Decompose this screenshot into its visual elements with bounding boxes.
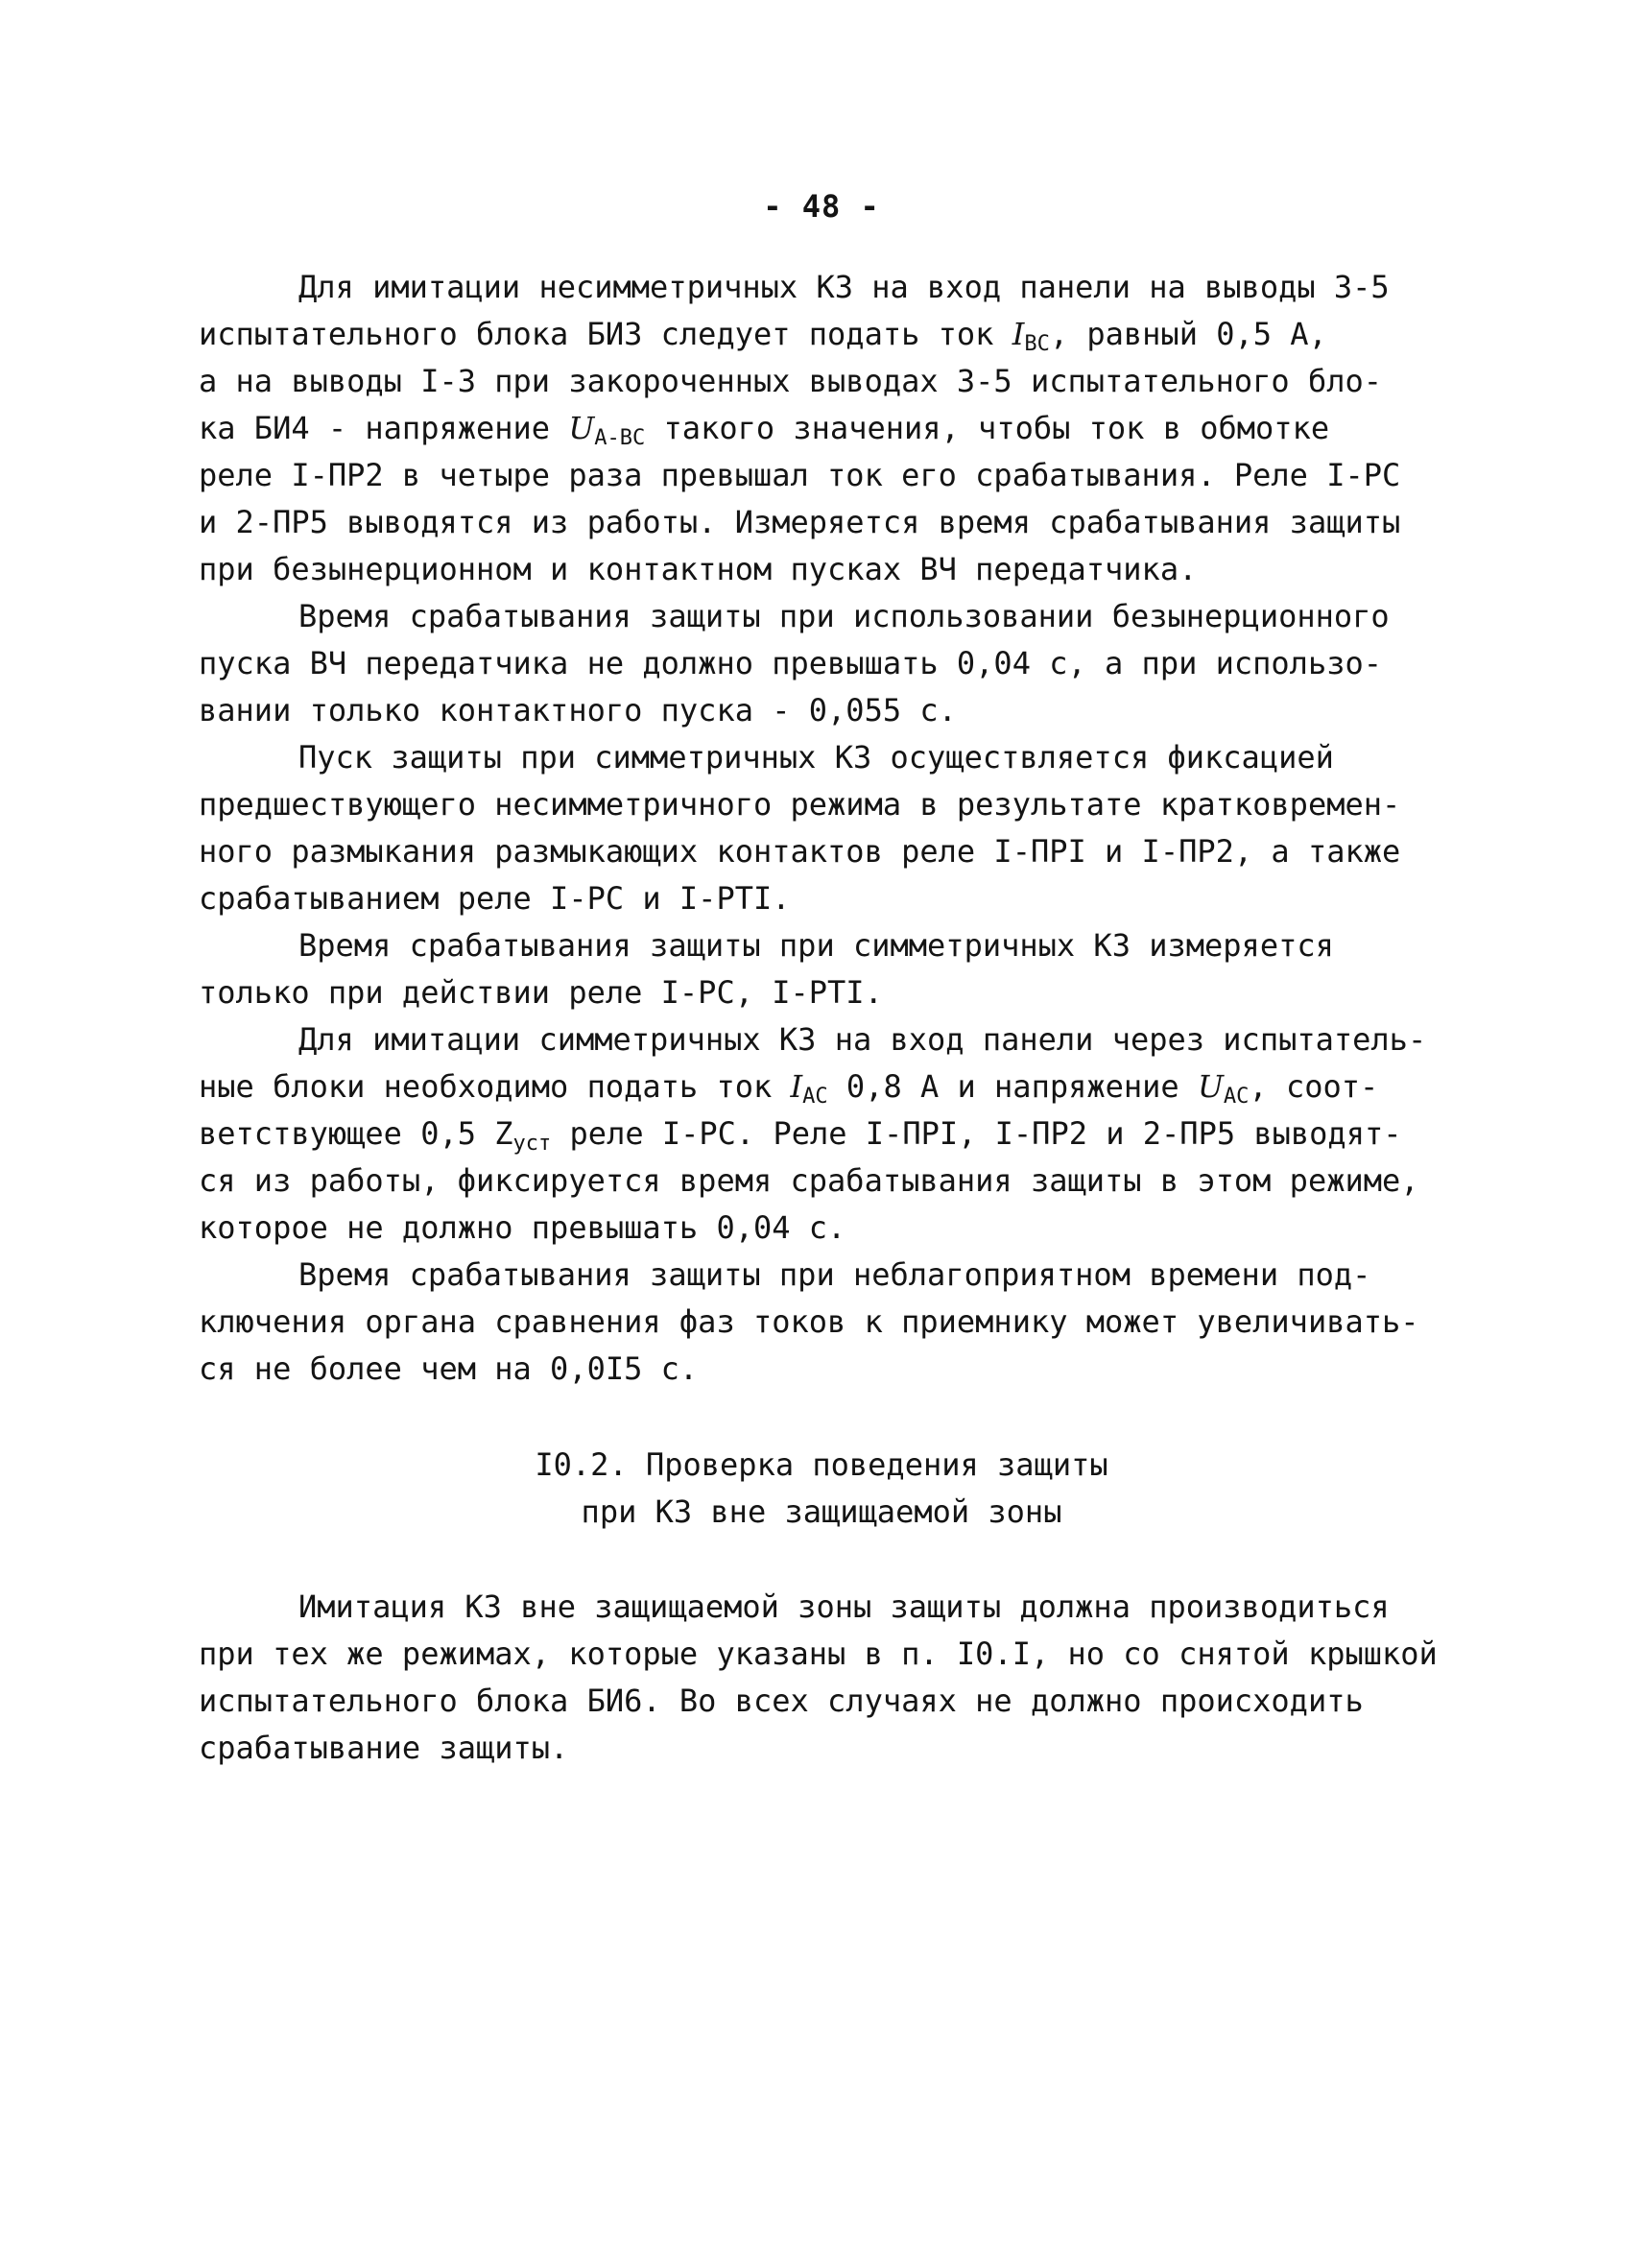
text-segment: реле I-РС. Реле I-ПРI, I-ПР2 и 2-ПР5 выводят- [551,1115,1402,1152]
voltage-symbol: U [1197,1068,1224,1105]
text-line: срабатывание защиты. [199,1730,569,1766]
section-1-text [199,264,1456,1393]
text-line: Время срабатывания защиты при использовании безынерционного [298,598,1390,634]
heading-line: при КЗ вне защищаемой зоны [581,1493,1062,1530]
subscript: А-ВС [594,426,646,450]
text-line: ного размыкания размыкающих контактов реле I-ПРI и I-ПР2, а также [199,833,1401,870]
text-line: Для имитации симметричных КЗ на вход панели через испытатель- [298,1021,1427,1058]
text-line: при тех же режимах, которые указаны в п. I0.I, но со снятой крышкой [199,1635,1438,1672]
voltage-symbol: U [568,410,595,446]
text-line [199,1110,1456,1158]
text-line: реле I-ПР2 в четыре раза превышал ток его срабатывания. Реле I-РС [199,457,1401,493]
subscript: АС [1223,1085,1250,1109]
text-segment: , равный 0,5 А, [1049,316,1327,352]
current-symbol: I [1012,316,1025,352]
section-2-text [199,1584,1456,1772]
text-line: а на выводы I-3 при закороченных выводах 3-5 испытательного бло- [199,363,1382,399]
page-number: - 48 - [763,188,880,225]
text-segment: 0,8 А и напряжение [827,1068,1198,1105]
subscript: ВС [1024,332,1050,356]
text-line: испытательного блока БИ6. Во всех случаях не должно происходить [199,1683,1364,1719]
text-line: Время срабатывания защиты при неблагоприятном времени под- [298,1256,1371,1293]
text-line [199,1063,1456,1110]
text-line [199,311,1456,358]
text-line: пуска ВЧ передатчика не должно превышать 0,04 с, а при использо- [199,645,1382,681]
text-segment: испытательного блока БИ3 следует подать ток [199,316,1012,352]
text-line: которое не должно превышать 0,04 с. [199,1209,846,1246]
text-segment: ветствующее 0,5 Z [199,1115,513,1152]
text-line: срабатыванием реле I-РС и I-РТI. [199,880,791,917]
text-segment: такого значения, чтобы ток в обмотке [645,410,1330,446]
text-line: только при действии реле I-РС, I-РТI. [199,974,883,1011]
text-line: предшествующего несимметричного режима в результате кратковремен- [199,786,1401,823]
text-line: и 2-ПР5 выводятся из работы. Измеряется время срабатывания защиты [199,504,1401,540]
subscript: уст [512,1132,552,1156]
section-heading [0,1442,1643,1536]
text-segment: ные блоки необходимо подать ток [199,1068,791,1105]
subscript: АС [802,1085,828,1109]
text-segment: ка БИ4 - напряжение [199,410,569,446]
text-line: ключения органа сравнения фаз токов к приемнику может увеличивать- [199,1303,1419,1340]
text-line: ся не более чем на 0,0I5 с. [199,1350,699,1387]
text-line: при безынерционном и контактном пусках ВЧ передатчика. [199,551,1198,587]
heading-line: I0.2. Проверка поведения защиты [535,1446,1108,1483]
text-line [199,405,1456,452]
current-symbol: I [790,1068,803,1105]
text-line: Имитация КЗ вне защищаемой зоны защиты должна производиться [298,1588,1390,1625]
text-line: вании только контактного пуска - 0,055 с. [199,692,957,728]
text-segment: , соот- [1249,1068,1379,1105]
text-line: Пуск защиты при симметричных КЗ осуществляется фиксацией [298,739,1334,776]
text-line: Время срабатывания защиты при симметричных КЗ измеряется [298,927,1334,964]
text-line: ся из работы, фиксируется время срабатывания защиты в этом режиме, [199,1162,1419,1199]
text-line: Для имитации несимметричных КЗ на вход панели на выводы 3-5 [298,269,1390,305]
